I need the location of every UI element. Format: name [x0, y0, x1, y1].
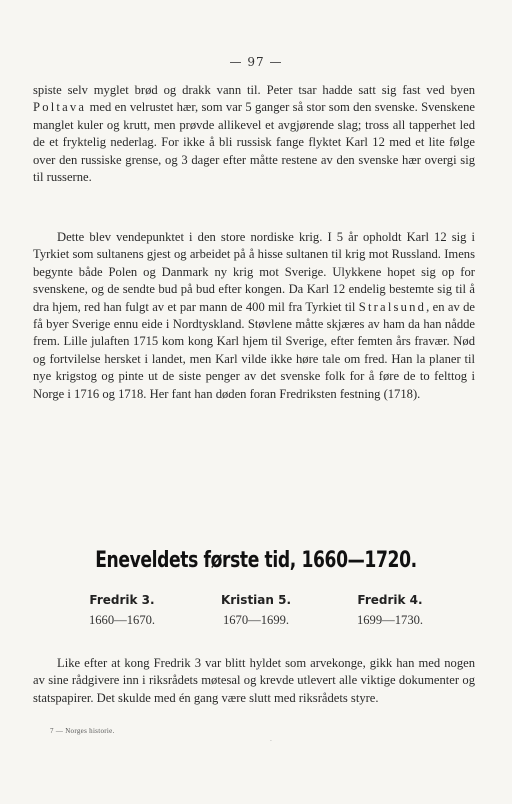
- paragraph-fredrik: [33, 655, 475, 707]
- text-segment: med en velrustet hær, som var 5 ganger så stor som den svenske. Svenskene manglet kuler og krutt, men prøvde allikevel et avgjørende slag; tross all tapperhet led de et fryktelig nederlag. For ikke å bli russisk fange flyktet Karl 12 med et lite følge over den russiske grense, og 3 dager efter måtte restene av den svenske hær overgi sig til russerne.: [33, 100, 475, 185]
- king-entry: [330, 593, 450, 628]
- text-segment: , en av de få byer Sverige ennu eide i Nordtyskland. Støvlene måtte skjæres av ham da han nådde frem. Lille julaften 1715 kom kong Karl hjem til Sverige, efter femten års fravær. Nød og fortvilelse hersket i landet, men Karl vilde ikke høre tale om fred. Han la planer til nye krigstog og pinte ut de siste penger av det svenske folk for å føre de to felttog i Norge i 1716 og 1718. Her fant han døden foran Fredriksten festning (1718).: [33, 299, 475, 401]
- kings-list: [62, 593, 450, 628]
- paragraph-text: Like efter at kong Fredrik 3 var blitt hyldet som arvekonge, gikk han med nogen av sine rådgivere inn i riksrådets møtesal og krevde utlevert alle viktige dokumenter og statspapirer. Det skulde med én gang være slutt med riksrådets styre.: [33, 656, 475, 705]
- king-entry: [62, 593, 182, 628]
- king-name: Fredrik 3.: [89, 593, 155, 607]
- page-footer: 7 — Norges historie.: [50, 727, 115, 735]
- king-reign-years: 1660—1670.: [88, 613, 156, 627]
- print-speck: ·: [270, 738, 272, 745]
- text-segment: Dette blev vendepunktet i den store nordiske krig. I 5 år opholdt Karl 12 sig i Tyrkiet som sultanens gjest og arbeidet på å hisse sultanen til krig mot Russland. Imens begynte både Polen og Danmark ny krig mot Sverige. Ulykkene hopet sig op for svenskene, og de sendte bud på bud efter kongen. Da Karl 12 endelig bestemte sig til å dra hjem, red han fulgt av et par mann de 400 mil fra Tyrkiet til: [33, 230, 475, 314]
- section-heading: Eneveldets første tid, 1660—1720.: [95, 548, 417, 573]
- paragraph-poltava: [33, 82, 475, 186]
- place-name-poltava: Poltava: [33, 100, 87, 115]
- paragraph-text: [33, 82, 475, 186]
- king-reign-years: 1670—1699.: [222, 613, 290, 627]
- king-name: Fredrik 4.: [357, 593, 423, 607]
- text-segment: spiste selv myglet brød og drakk vann til. Peter tsar hadde satt sig fast ved byen: [33, 83, 475, 97]
- king-reign-years: 1699—1730.: [356, 613, 424, 627]
- king-name: Kristian 5.: [220, 593, 292, 607]
- paragraph-text: [33, 229, 475, 403]
- paragraph-turning-point: [33, 229, 475, 403]
- place-name-stralsund: Stralsund: [358, 299, 427, 314]
- page-number: — 97 —: [229, 55, 283, 69]
- king-entry: [196, 593, 316, 628]
